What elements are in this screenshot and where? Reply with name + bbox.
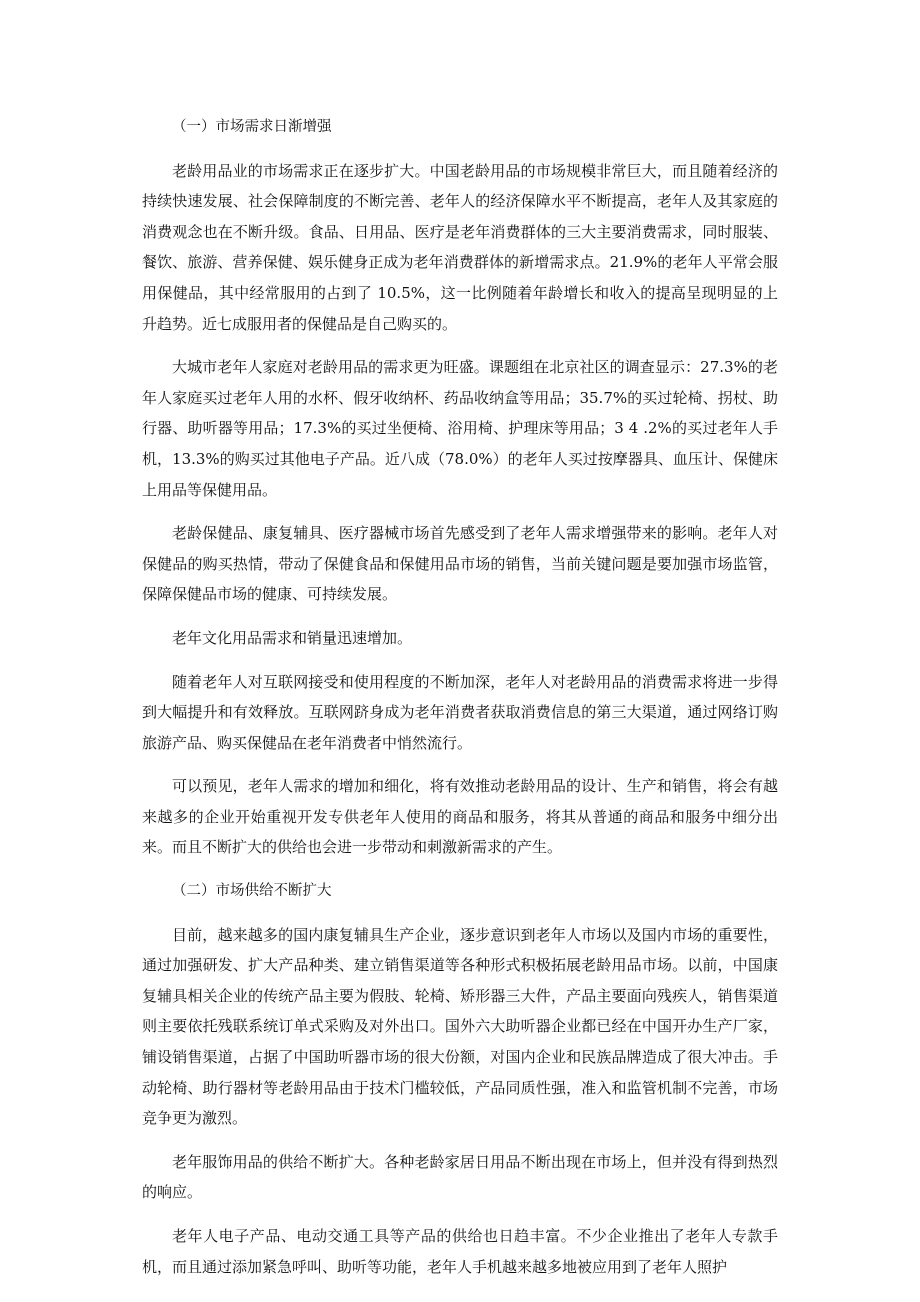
- paragraph-demand-growth: 老龄用品业的市场需求正在逐步扩大。中国老龄用品的市场规模非常巨大，而且随着经济的持续快速发展、社会保障制度的不断完善、老年人的经济保障水平不断提高，老年人及其家庭的消费观念也在不断升级。食品、日用品、医疗是老年消费群体的三大主要消费需求，同时服装、餐饮、旅游、营养保健、娱乐健身正成为老年消费群体的新增需求点。21.9%的老年人平常会服用保健品，其中经常服用的占到了 10.5%，这一比例随着年龄增长和收入的提高呈现明显的上升趋势。近七成服用者的保健品是自己购买的。: [142, 161, 778, 333]
- spacer: [142, 143, 778, 156]
- spacer: [142, 863, 778, 876]
- spacer: [142, 339, 778, 352]
- spacer: [142, 907, 778, 920]
- spacer: [142, 654, 778, 667]
- paragraph-health-products: 老龄保健品、康复辅具、医疗器械市场首先感受到了老年人需求增强带来的影响。老年人对保健品的购买热情，带动了保健食品和保健用品市场的销售，当前关键问题是要加强市场监管，保障保健品市场的健康、可持续发展。: [142, 524, 778, 604]
- document-page: [142, 112, 778, 1282]
- paragraph-city-survey: 大城市老年人家庭对老龄用品的需求更为旺盛。课题组在北京社区的调查显示：27.3%的老年人家庭买过老年人用的水杯、假牙收纳杯、药品收纳盒等用品；35.7%的买过轮椅、拐杖、助行器、助听器等用品；17.3%的买过坐便椅、浴用椅、护理床等用品；3 4 .2%的买过老年人手机，13.3%的购买过其他电子产品。近八成（78.0%）的老年人买过按摩器具、血压计、保健床上用品等保健用品。: [142, 358, 778, 499]
- paragraph-cultural-products: 老年文化用品需求和销量迅速增加。: [172, 628, 413, 647]
- spacer: [142, 1134, 778, 1147]
- paragraph-internet: 随着老年人对互联网接受和使用程度的不断加深，老年人对老龄用品的消费需求将进一步得到大幅提升和有效释放。互联网跻身成为老年消费者获取消费信息的第三大渠道，通过网络订购旅游产品、购买保健品在老年消费者中悄然流行。: [142, 672, 778, 752]
- section-heading-market-supply: （二）市场供给不断扩大: [172, 883, 332, 900]
- spacer: [142, 758, 778, 771]
- section-heading-market-demand: （一）市场需求日渐增强: [172, 119, 332, 135]
- spacer: [142, 610, 778, 623]
- paragraph-rehab-enterprises: 目前，越来越多的国内康复辅具生产企业，逐步意识到老年人市场以及国内市场的重要性，通过加强研发、扩大产品种类、建立销售渠道等各种形式积极拓展老龄用品市场。以前，中国康复辅具相关企业的传统产品主要为假肢、轮椅、矫形器三大件，产品主要面向残疾人，销售渠道则主要依托残联系统订单式采购及对外出口。国外六大助听器企业都已经在中国开办生产厂家，铺设销售渠道，占据了中国助听器市场的很大份额，对国内企业和民族品牌造成了很大冲击。手动轮椅、助行器材等老龄用品由于技术门槛较低，产品同质性强，准入和监管机制不完善，市场竞争更为激烈。: [142, 925, 778, 1128]
- paragraph-outlook: 可以预见，老年人需求的增加和细化，将有效推动老龄用品的设计、生产和销售，将会有越来越多的企业开始重视开发专供老年人使用的商品和服务，将其从普通的商品和服务中细分出来。而且不断扩大的供给也会进一步带动和刺激新需求的产生。: [142, 777, 778, 857]
- spacer: [142, 1208, 778, 1221]
- paragraph-electronics-supply: 老年人电子产品、电动交通工具等产品的供给也日趋丰富。不少企业推出了老年人专款手机，而且通过添加紧急呼叫、助听等功能，老年人手机越来越多地被应用到了老年人照护: [142, 1227, 778, 1276]
- spacer: [142, 505, 778, 518]
- paragraph-apparel-supply: 老年服饰用品的供给不断扩大。各种老龄家居日用品不断出现在市场上，但并没有得到热烈的响应。: [142, 1152, 778, 1202]
